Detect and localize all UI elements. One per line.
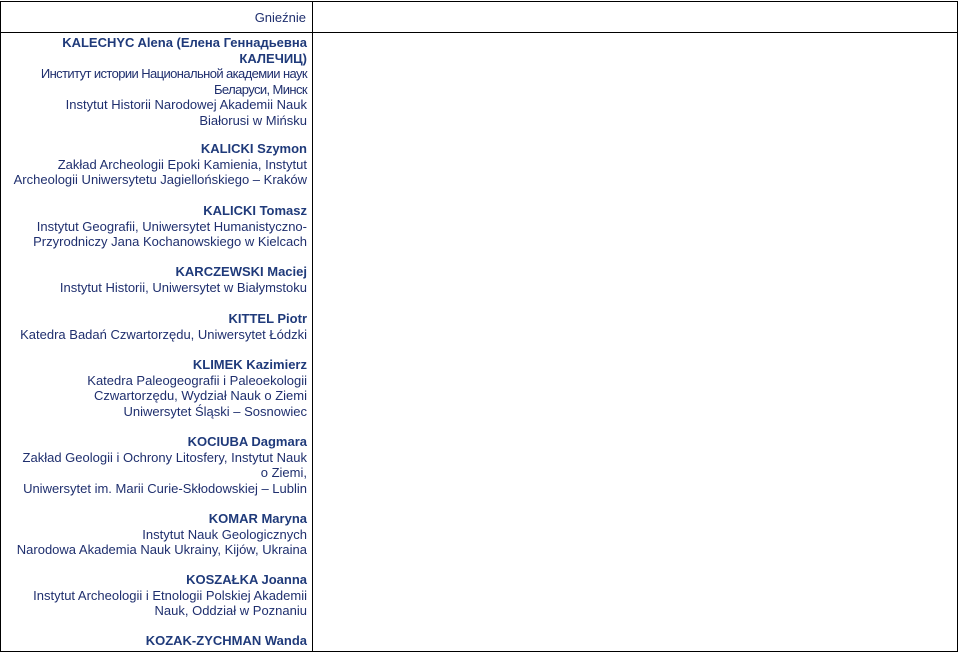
list-item bbox=[5, 572, 307, 619]
person-name: KOCIUBA Dagmara bbox=[187, 434, 307, 449]
affiliation-line: Институт истории Национальной академии наук bbox=[40, 66, 307, 81]
affiliation-line: Katedra Paleogeografii i Paleoekologii bbox=[87, 372, 307, 388]
person-name: KOSZAŁKA Joanna bbox=[186, 572, 307, 587]
affiliation-line: Katedra Badań Czwartorzędu, Uniwersytet Łódzki bbox=[20, 326, 307, 342]
person-name: KALICKI Szymon bbox=[200, 141, 307, 156]
affiliation-line: Instytut Geografii, Uniwersytet Humanistyczno- bbox=[36, 218, 307, 234]
person-name: KARCZEWSKI Maciej bbox=[175, 264, 307, 279]
person-name: KITTEL Piotr bbox=[228, 311, 307, 326]
list-item bbox=[5, 434, 307, 496]
affiliation-line: Narodowa Akademia Nauk Ukrainy, Kijów, Ukraina bbox=[16, 542, 307, 557]
list-item bbox=[5, 633, 307, 649]
list-item bbox=[5, 357, 307, 419]
affiliation-line: Uniwersytet im. Marii Curie-Skłodowskiej – Lublin bbox=[23, 480, 307, 496]
person-name: КАЛЕЧИЦ) bbox=[239, 50, 307, 66]
table-row-top bbox=[0, 1, 958, 33]
affiliation-line: Instytut Nauk Geologicznych bbox=[142, 526, 307, 542]
left-column-cell bbox=[1, 2, 313, 32]
person-name: KOMAR Maryna bbox=[208, 511, 307, 526]
list-item bbox=[5, 264, 307, 295]
list-item bbox=[5, 141, 307, 188]
affiliation-line: Instytut Historii, Uniwersytet w Białymstoku bbox=[59, 279, 307, 295]
affiliation-line: Zakład Geologii i Ochrony Litosfery, Instytut Nauk bbox=[22, 449, 307, 465]
person-name: KLIMEK Kazimierz bbox=[192, 357, 307, 372]
affiliation-line: Instytut Historii Narodowej Akademii Nauk bbox=[65, 97, 307, 112]
list-item bbox=[5, 511, 307, 558]
table-row-main bbox=[0, 32, 958, 652]
affiliation-line: Instytut Archeologii i Etnologii Polskiej Akademii bbox=[33, 587, 307, 603]
affiliation-line: Czwartorzędu, Wydział Nauk o Ziemi bbox=[93, 388, 307, 403]
affiliation-line: Zakład Archeologii Epoki Kamienia, Instytut bbox=[57, 156, 307, 172]
affiliation-line: o Ziemi, bbox=[260, 465, 307, 480]
person-name: KALICKI Tomasz bbox=[203, 203, 307, 218]
list-item bbox=[5, 203, 307, 250]
affiliation-line: Białorusi w Mińsku bbox=[199, 112, 307, 128]
affiliation-line: Uniwersytet Śląski – Sosnowiec bbox=[123, 403, 307, 419]
left-column-cell bbox=[1, 33, 313, 651]
list-item bbox=[5, 35, 307, 128]
person-name: KALECHYC Alena (Елена Геннадьевна bbox=[62, 35, 307, 50]
affiliation-line: Archeologii Uniwersytetu Jagiellońskiego – Kraków bbox=[13, 172, 307, 187]
list-item bbox=[5, 311, 307, 342]
affiliation-line: Беларуси, Минск bbox=[213, 81, 307, 97]
header-cell-text: Gnieźnie bbox=[254, 10, 306, 25]
affiliation-line: Przyrodniczy Jana Kochanowskiego w Kielcach bbox=[33, 234, 307, 249]
person-name: KOZAK-ZYCHMAN Wanda bbox=[145, 633, 307, 648]
affiliation-line: Nauk, Oddział w Poznaniu bbox=[154, 603, 307, 618]
